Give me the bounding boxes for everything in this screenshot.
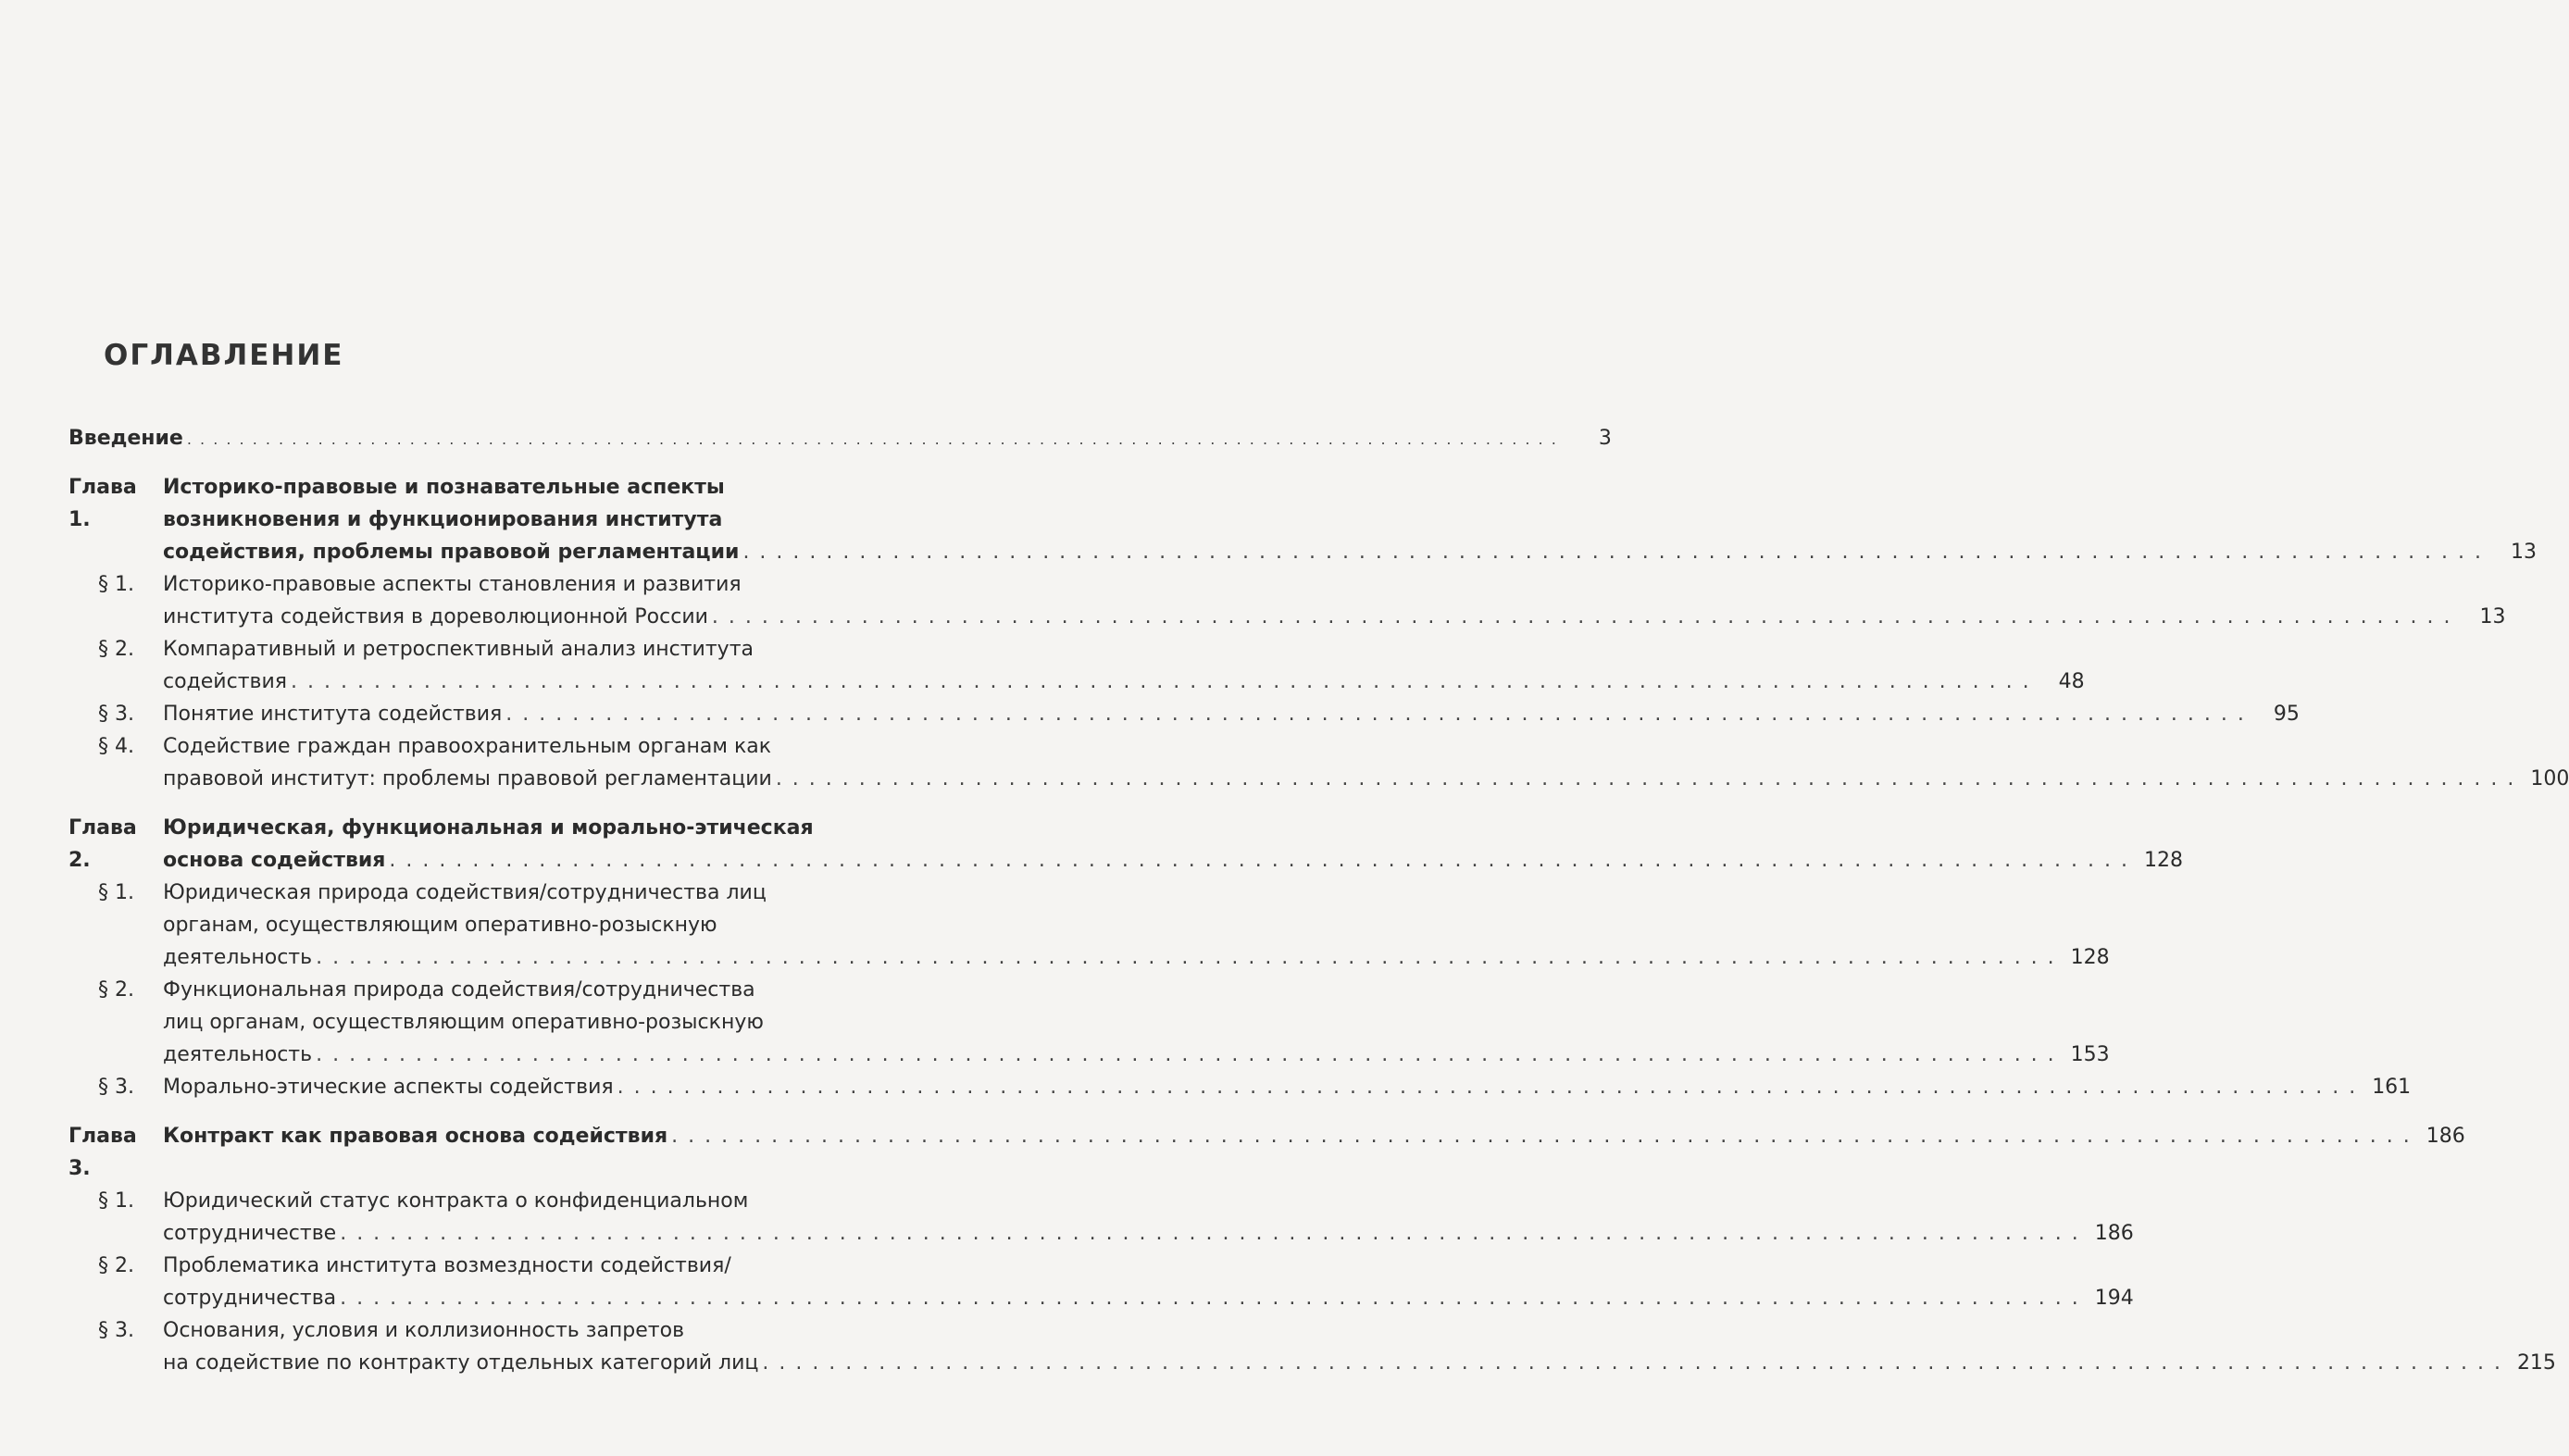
page-number: 48: [2058, 670, 2085, 693]
toc-entry-section-3-1[interactable]: [69, 1185, 2134, 1250]
section-title-line: деятельность: [163, 1043, 313, 1066]
section-title-line: сотрудничества: [163, 1287, 337, 1310]
toc-entry-section-1-2[interactable]: [69, 633, 2085, 698]
intro-label: Введение: [69, 427, 183, 450]
page-number: 95: [2273, 703, 2300, 726]
section-title-line: органам, осуществляющим оперативно-розыскную: [163, 914, 717, 937]
page-number: 153: [2070, 1043, 2110, 1066]
toc-entry-section-2-2[interactable]: [69, 974, 2110, 1071]
chapter-title-line: Историко-правовые и познавательные аспекты: [163, 476, 725, 499]
chapter-title-line: Юридическая, функциональная и морально-этическая: [163, 816, 814, 840]
section-label: § 3.: [98, 1319, 134, 1342]
toc-entry-section-1-3[interactable]: [69, 698, 2300, 730]
leader-dots: [762, 1347, 2502, 1379]
page-number: 194: [2094, 1287, 2134, 1310]
section-label: § 4.: [98, 735, 134, 758]
page-number: 100: [2530, 767, 2569, 790]
chapter-title-line: содействия, проблемы правовой регламентации: [163, 541, 740, 564]
leader-dots: [776, 763, 2516, 795]
section-label: § 1.: [98, 573, 134, 596]
toc-entry-section-1-1[interactable]: [69, 568, 2506, 633]
toc-entry-chapter-1[interactable]: [69, 471, 2538, 568]
section-label: § 2.: [98, 1254, 134, 1277]
section-title-line: института содействия в дореволюционной России: [163, 605, 708, 628]
section-title-line: Проблематика института возмездности содействия/: [163, 1254, 731, 1277]
section-title-line: Понятие института содействия: [163, 703, 503, 726]
section-title-line: деятельность: [163, 946, 313, 969]
page-number: 13: [2511, 541, 2538, 564]
page-number: 186: [2426, 1125, 2465, 1148]
leader-dots: [742, 536, 2483, 568]
chapter-label: Глава 3.: [69, 1125, 137, 1180]
toc-entry-section-2-3[interactable]: [69, 1071, 2412, 1103]
section-title-line: содействия: [163, 670, 288, 693]
toc-entry-section-3-3[interactable]: [69, 1314, 2556, 1379]
page-number: 13: [2479, 605, 2506, 628]
chapter-label: Глава 1.: [69, 476, 137, 531]
section-title-line: лиц органам, осуществляющим оперативно-розыскную: [163, 1011, 764, 1034]
section-title-line: Историко-правовые аспекты становления и развития: [163, 573, 742, 596]
toc-entry-section-2-1[interactable]: [69, 877, 2110, 974]
chapter-title-line: возникновения и функционирования института: [163, 508, 723, 531]
toc-entry-intro[interactable]: [69, 422, 1612, 454]
page-number: 128: [2070, 946, 2110, 969]
leader-dots: [389, 844, 2129, 877]
section-title-line: Юридический статус контракта о конфиденциальном: [163, 1189, 749, 1213]
leader-dots: [291, 666, 2031, 698]
section-title-line: на содействие по контракту отдельных категорий лиц: [163, 1351, 759, 1375]
toc-entry-chapter-2[interactable]: [69, 812, 2183, 877]
leader-dots: [712, 601, 2452, 633]
page-number: 3: [1598, 427, 1612, 450]
section-label: § 2.: [98, 978, 134, 1002]
leader-dots: [505, 698, 2246, 730]
page-number: 186: [2094, 1222, 2134, 1245]
section-title-line: Функциональная природа содействия/сотрудничества: [163, 978, 755, 1002]
leader-dots: [617, 1071, 2358, 1103]
section-label: § 1.: [98, 1189, 134, 1213]
section-title-line: Юридическая природа содействия/сотрудничества лиц: [163, 881, 767, 904]
section-title-line: сотрудничестве: [163, 1222, 337, 1245]
page-number: 128: [2144, 849, 2183, 872]
page-number: 161: [2372, 1076, 2412, 1099]
chapter-title-line: основа содействия: [163, 849, 386, 872]
chapter-title-line: Контракт как правовая основа содействия: [163, 1125, 668, 1148]
leader-dots: [187, 430, 1558, 448]
section-title-line: Содействие граждан правоохранительным органам как: [163, 735, 772, 758]
leader-dots: [671, 1120, 2412, 1152]
leader-dots: [340, 1282, 2080, 1314]
chapter-label: Глава 2.: [69, 816, 137, 872]
section-title-line: Компаративный и ретроспективный анализ института: [163, 638, 754, 661]
leader-dots: [316, 941, 2056, 974]
section-label: § 2.: [98, 638, 134, 661]
section-label: § 3.: [98, 703, 134, 726]
section-title-line: правовой институт: проблемы правовой регламентации: [163, 767, 772, 790]
page-title: ОГЛАВЛЕНИЕ: [104, 339, 344, 372]
leader-dots: [340, 1217, 2080, 1250]
leader-dots: [316, 1039, 2056, 1071]
toc-entry-section-3-2[interactable]: [69, 1250, 2134, 1314]
toc-entry-chapter-3[interactable]: [69, 1120, 2465, 1185]
section-title-line: Морально-этические аспекты содействия: [163, 1076, 614, 1099]
section-label: § 1.: [98, 881, 134, 904]
toc-entry-section-1-4[interactable]: [69, 730, 2569, 795]
section-label: § 3.: [98, 1076, 134, 1099]
section-title-line: Основания, условия и коллизионность запретов: [163, 1319, 685, 1342]
table-of-contents: [69, 422, 2569, 1379]
page-number: 215: [2516, 1351, 2556, 1375]
